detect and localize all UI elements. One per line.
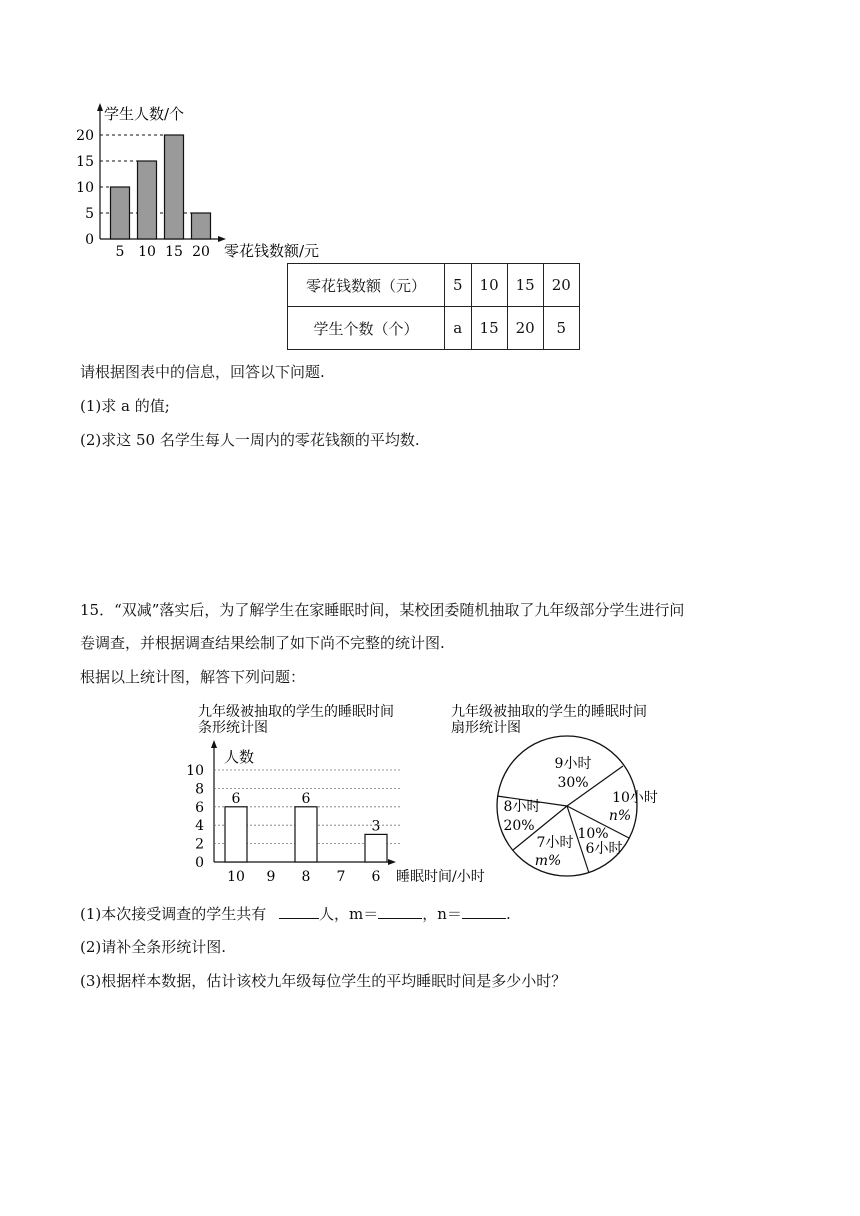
x-axis-label: 睡眠时间/小时 (396, 869, 485, 885)
y-tick-label: 4 (195, 818, 204, 835)
y-tick-label: 0 (195, 855, 204, 871)
data-label: 6 (231, 790, 241, 807)
bar (165, 135, 184, 239)
q15-stem-line3: 根据以上统计图，解答下列问题： (80, 668, 306, 686)
data-label: 3 (371, 818, 381, 835)
pie-label-6h: 6小时 (585, 841, 623, 857)
chart-title: 九年级被抽取的学生的睡眠时间 (198, 704, 394, 720)
y-tick-label: 10 (186, 763, 204, 779)
table-cell: 15 (507, 264, 543, 307)
table-cell: a (445, 307, 472, 350)
y-axis-label: 学生人数/个 (104, 105, 185, 123)
table-cell: 5 (445, 264, 472, 307)
pie-value-8h: 20% (503, 818, 535, 834)
x-tick-label: 8 (301, 869, 311, 885)
pie-label-7h: 7小时 (536, 835, 574, 851)
chart-subtitle: 条形统计图 (198, 720, 268, 736)
table-cell: 10 (471, 264, 507, 307)
table-cell: 20 (543, 264, 579, 307)
answer-blank-n[interactable] (462, 903, 506, 919)
y-tick-label: 10 (76, 180, 94, 196)
x-axis-arrow (388, 859, 396, 865)
x-tick-label: 6 (371, 869, 381, 885)
bar (111, 187, 130, 239)
y-axis-label: 人数 (224, 748, 255, 766)
x-tick-label: 9 (266, 869, 276, 885)
bar (225, 807, 247, 862)
pie-value-9h: 30% (557, 775, 589, 791)
y-tick-label: 5 (85, 206, 94, 222)
pocket-money-bar-chart (70, 98, 370, 268)
q14-part2: (2)求这 50 名学生每人一周内的零花钱额的平均数. (80, 431, 420, 449)
y-tick-label: 2 (195, 836, 204, 853)
chart-title: 九年级被抽取的学生的睡眠时间 (451, 704, 647, 720)
y-tick-label: 0 (85, 232, 94, 248)
q15-stem-line1: 15．“双减”落实后，为了解学生在家睡眠时间，某校团委随机抽取了九年级部分学生进行问 (80, 601, 685, 619)
bar (192, 213, 211, 239)
q15-part1-text-c: ，n＝ (422, 905, 462, 923)
y-tick-label: 6 (195, 799, 204, 816)
chart-subtitle: 扇形统计图 (451, 720, 521, 736)
table-cell: 20 (507, 307, 543, 350)
table-row (288, 307, 580, 350)
y-tick-label: 20 (76, 128, 94, 144)
pie-label-9h: 9小时 (554, 756, 592, 772)
pie-label-8h: 8小时 (503, 799, 541, 815)
y-axis-arrow (97, 103, 103, 111)
x-tick-label: 10 (227, 869, 245, 885)
x-axis-label: 零花钱数额/元 (224, 242, 320, 260)
x-tick-label: 5 (115, 244, 125, 260)
pie-value-6h: 10% (577, 826, 609, 842)
table-cell: 零花钱数额（元） (288, 264, 445, 307)
q15-part1 (80, 903, 511, 924)
table-row (288, 264, 580, 307)
q15-part1-text-b: 人，m＝ (319, 905, 379, 923)
q15-part1-text-d: . (505, 905, 511, 923)
table-cell: 学生个数（个） (288, 307, 445, 350)
table-cell: 5 (543, 307, 579, 350)
pie-value-10h: n% (608, 808, 632, 824)
answer-blank-m[interactable] (378, 903, 422, 919)
answer-blank-total[interactable] (279, 903, 319, 919)
x-tick-label: 20 (192, 244, 210, 260)
table-cell: 15 (471, 307, 507, 350)
pie-label-10h: 10小时 (612, 790, 658, 806)
bar (138, 161, 157, 239)
pocket-money-table (287, 263, 580, 350)
x-tick-label: 10 (138, 244, 156, 260)
bar (365, 834, 387, 862)
q15-part2: (2)请补全条形统计图. (80, 938, 227, 956)
y-tick-label: 8 (195, 781, 204, 798)
q15-stem-line2: 卷调查，并根据调查结果绘制了如下尚不完整的统计图. (80, 634, 445, 652)
y-tick-label: 15 (76, 154, 94, 170)
data-label: 6 (301, 790, 311, 807)
pie-value-7h: m% (534, 853, 562, 869)
sleep-pie-chart (445, 698, 685, 884)
x-tick-label: 15 (165, 244, 183, 260)
q14-intro: 请根据图表中的信息，回答以下问题. (80, 363, 325, 381)
q14-part1: (1)求 a 的值; (80, 397, 170, 415)
x-tick-label: 7 (336, 869, 346, 885)
bar (295, 807, 317, 862)
y-axis-arrow (211, 740, 217, 748)
q15-part1-text-a: (1)本次接受调查的学生共有 (80, 905, 267, 923)
q15-part3: (3)根据样本数据，估计该校九年级每位学生的平均睡眠时间是多少小时？ (80, 972, 567, 990)
